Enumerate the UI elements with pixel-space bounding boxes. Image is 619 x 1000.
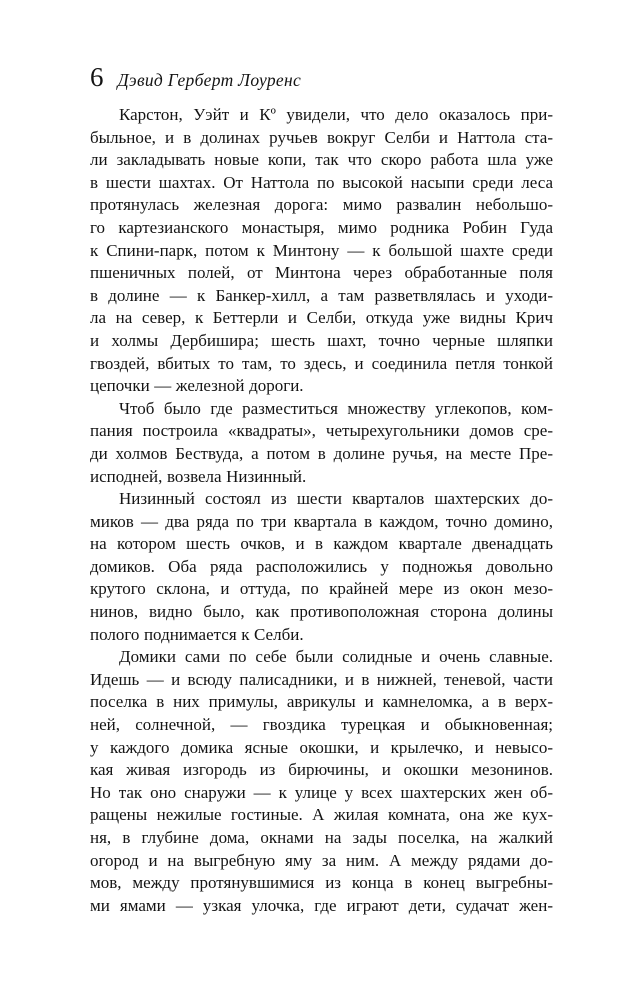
text-line: поселка в них примулы, аврикулы и камнеломка, а в верх- (90, 692, 553, 712)
text-line: Низинный состоял из шести кварталов шахтерских до- (119, 489, 553, 509)
page-header (90, 64, 301, 91)
text-line: нинов, видно было, как противоположная сторона долины (90, 602, 553, 622)
text-line: быльное, и в долинах ручьев вокруг Селби и Наттола ста- (90, 127, 553, 147)
text-line: ней, солнечной, — гвоздика турецкая и обыкновенная; (90, 715, 553, 735)
paragraph (90, 488, 553, 646)
text-line: к Спини-парк, потом к Минтону — к большой шахте среди (90, 240, 553, 260)
text-line: Но так оно снаружи — к улице у всех шахтерских жен об- (90, 782, 553, 802)
body-text (90, 104, 553, 917)
text-line: домиков. Оба ряда расположились у подножья довольно (90, 556, 553, 576)
text-line: миков — два ряда по три квартала в каждом, точно домино, (90, 511, 553, 531)
text-line: ди холмов Бествуда, а потом в долине ручья, на месте Пре- (90, 443, 553, 463)
text-line: Карстон, Уэйт и Кº увидели, что дело оказалось при- (119, 105, 553, 124)
text-line: кая живая изгородь из бирючины, и окошки мезонинов. (90, 760, 553, 780)
running-head-author: Дэвид Герберт Лоуренс (117, 70, 302, 90)
text-line: мов, между протянувшимися из конца в конец выгребны- (90, 873, 553, 893)
paragraph (90, 646, 553, 917)
page-number: 6 (90, 62, 104, 92)
text-line: в долине — к Банкер-хилл, а там разветвлялась и уходи- (90, 285, 553, 305)
text-line: го картезианского монастыря, мимо родника Робин Гуда (90, 217, 553, 237)
text-line: исподней, возвела Низинный. (90, 466, 307, 486)
text-line: гвоздей, вбитых то там, то здесь, и соединила петля тонкой (90, 353, 553, 373)
text-line: ми ямами — узкая улочка, где играют дети, судачат жен- (90, 895, 553, 915)
text-line: ли закладывать новые копи, так что скоро работа шла уже (90, 150, 553, 170)
paragraph (90, 104, 553, 398)
text-line: Домики сами по себе были солидные и очень славные. (119, 647, 553, 667)
text-line: Идешь — и всюду палисадники, и в нижней, теневой, части (90, 669, 553, 689)
text-line: огород и на выгребную яму за ним. А между рядами до- (90, 850, 553, 870)
text-line: цепочки — железной дороги. (90, 376, 304, 396)
paragraph (90, 398, 553, 488)
text-line: Чтоб было где разместиться множеству углекопов, ком- (119, 398, 553, 418)
text-line: на котором шесть очков, и в каждом квартале двенадцать (90, 534, 553, 554)
text-line: пшеничных полей, от Минтона через обработанные поля (90, 263, 553, 283)
text-line: пания построила «квадраты», четырехугольники домов сре- (90, 421, 553, 441)
text-line: ращены нежилые гостиные. А жилая комната, она же кух- (90, 805, 553, 825)
text-line: полого поднимается к Селби. (90, 624, 304, 644)
text-line: у каждого домика ясные окошки, и крылечко, и невысо- (90, 737, 553, 757)
text-line: ла на север, к Беттерли и Селби, откуда уже видны Крич (90, 308, 553, 328)
text-line: в шести шахтах. От Наттола по высокой насыпи среди леса (90, 172, 553, 192)
text-line: протянулась железная дорога: мимо развалин небольшо- (90, 195, 553, 215)
text-line: и холмы Дербишира; шесть шахт, точно черные шляпки (90, 330, 553, 350)
text-line: ня, в глубине дома, окнами на зады поселка, на жалкий (90, 828, 553, 847)
text-line: крутого склона, и оттуда, по крайней мере из окон мезо- (90, 579, 553, 599)
